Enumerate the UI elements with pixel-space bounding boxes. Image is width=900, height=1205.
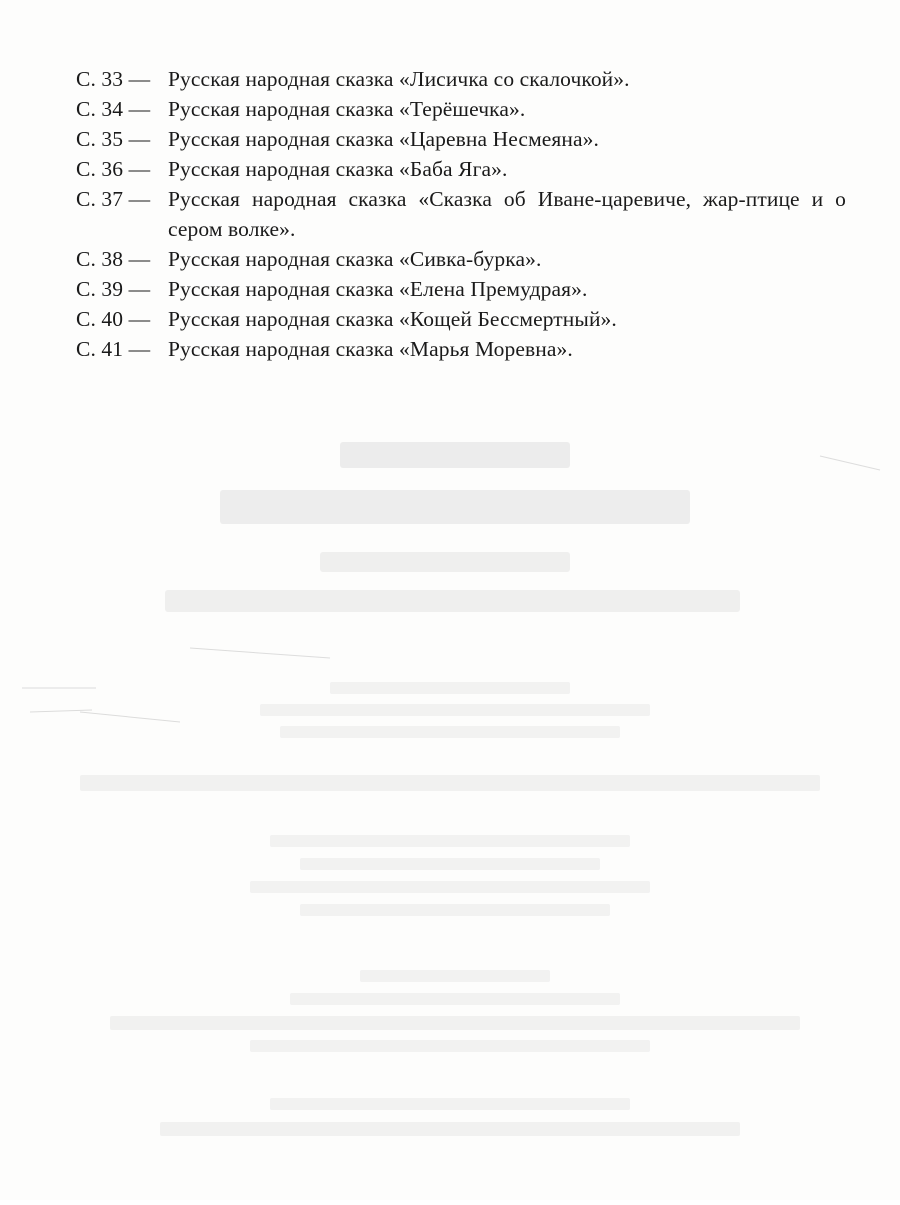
toc-page-number: С. 34 — xyxy=(76,97,151,121)
toc-title: Русская народная сказка «Сказка об Иване-царевиче, жар-птице и о сером волке». xyxy=(168,187,846,241)
toc-entry xyxy=(76,244,846,274)
bleed-through-texture xyxy=(0,420,900,1200)
toc-page-number: С. 39 — xyxy=(76,277,151,301)
toc-title: Русская народная сказка «Терёшечка». xyxy=(168,97,526,121)
bleed-through-marks xyxy=(0,420,900,1200)
toc-page-number: С. 38 — xyxy=(76,247,151,271)
toc-title: Русская народная сказка «Царевна Несмеяна». xyxy=(168,127,599,151)
toc-title: Русская народная сказка «Кощей Бессмертный». xyxy=(168,307,617,331)
toc-page-number: С. 40 — xyxy=(76,307,151,331)
toc-entry xyxy=(76,274,846,304)
toc-page-number: С. 35 — xyxy=(76,127,151,151)
toc-title: Русская народная сказка «Лисичка со скалочкой». xyxy=(168,67,630,91)
toc-page-number: С. 36 — xyxy=(76,157,151,181)
toc-entry xyxy=(76,64,846,94)
toc-title: Русская народная сказка «Сивка-бурка». xyxy=(168,247,542,271)
toc-entry xyxy=(76,124,846,154)
toc-title: Русская народная сказка «Елена Премудрая». xyxy=(168,277,588,301)
toc-title: Русская народная сказка «Баба Яга». xyxy=(168,157,508,181)
toc-entry xyxy=(76,184,846,244)
toc-page-number: С. 37 — xyxy=(76,187,151,211)
toc-page-number: С. 41 — xyxy=(76,337,151,361)
toc-entry xyxy=(76,334,846,364)
toc-entry xyxy=(76,304,846,334)
toc-title: Русская народная сказка «Марья Моревна». xyxy=(168,337,573,361)
toc-entry xyxy=(76,154,846,184)
toc-page-number: С. 33 — xyxy=(76,67,151,91)
toc-entry xyxy=(76,94,846,124)
table-of-contents xyxy=(76,64,846,364)
